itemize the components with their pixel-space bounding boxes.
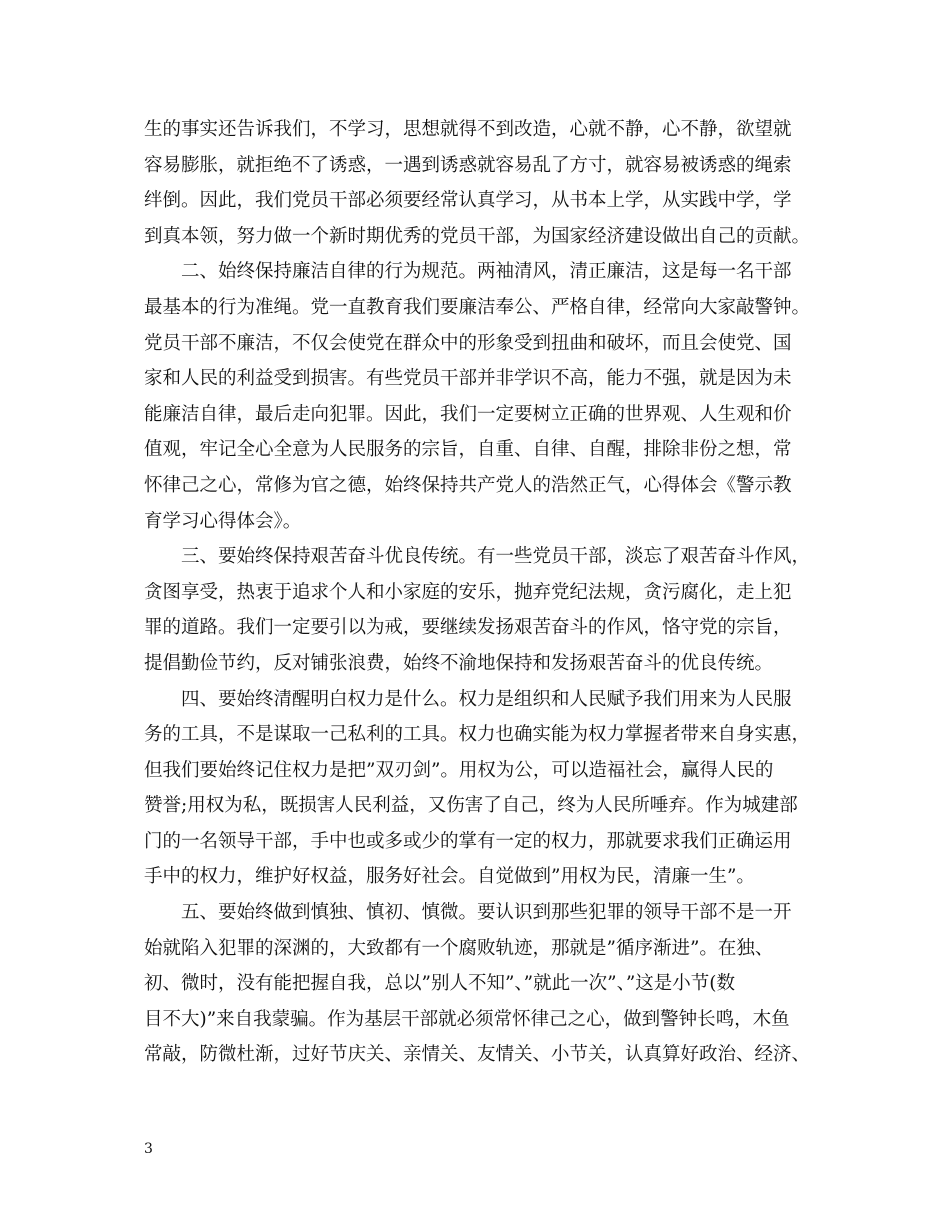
text-line: 赞誉;用权为私，既损害人民利益，又伤害了自己，终为人民所唾弃。作为城建部 xyxy=(144,795,798,817)
text-line: 罪的道路。我们一定要引以为戒，要继续发扬艰苦奋斗的作风，恪守党的宗旨， xyxy=(144,617,792,639)
text-line: 手中的权力，维护好权益，服务好社会。自觉做到”用权为民，清廉一生”。 xyxy=(144,866,755,888)
body-text xyxy=(144,112,824,1073)
text-line: 务的工具，不是谋取一己私利的工具。权力也确实能为权力掌握者带来自身实惠， xyxy=(144,724,811,746)
text-line: 但我们要始终记住权力是把”双刃剑”。用权为公，可以造福社会，赢得人民的 xyxy=(144,759,774,781)
text-line: 怀律己之心，常修为官之德，始终保持共产党人的浩然正气，心得体会《警示教 xyxy=(144,474,792,496)
text-line: 四、要始终清醒明白权力是什么。权力是组织和人民赋予我们用来为人民服 xyxy=(181,688,792,710)
text-line: 育学习心得体会》。 xyxy=(144,510,302,532)
text-line: 五、要始终做到慎独、慎初、慎微。要认识到那些犯罪的领导干部不是一开 xyxy=(181,902,792,924)
text-line: 党员干部不廉洁，不仅会使党在群众中的形象受到扭曲和破坏，而且会使党、国 xyxy=(144,332,792,354)
text-line: 家和人民的利益受到损害。有些党员干部并非学识不高，能力不强，就是因为未 xyxy=(144,368,792,390)
text-line: 始就陷入犯罪的深渊的，大致都有一个腐败轨迹，那就是”循序渐进”。在独、 xyxy=(144,937,774,959)
text-line: 能廉洁自律，最后走向犯罪。因此，我们一定要树立正确的世界观、人生观和价 xyxy=(144,403,792,425)
text-line: 值观，牢记全心全意为人民服务的宗旨，自重、自律、自醒，排除非份之想，常 xyxy=(144,439,792,461)
text-line: 生的事实还告诉我们，不学习，思想就得不到改造，心就不静，心不静，欲望就 xyxy=(144,119,792,140)
text-line: 最基本的行为准绳。党一直教育我们要廉洁奉公、严格自律，经常向大家敲警钟。 xyxy=(144,296,811,318)
text-line: 二、始终保持廉洁自律的行为规范。两袖清风，清正廉洁，这是每一名干部 xyxy=(181,261,792,283)
text-line: 提倡勤俭节约，反对铺张浪费，始终不渝地保持和发扬艰苦奋斗的优良传统。 xyxy=(144,652,774,674)
text-line: 目不大)”来自我蒙骗。作为基层干部就必须常怀律己之心，做到警钟长鸣，木鱼 xyxy=(144,1008,790,1030)
text-line: 初、微时，没有能把握自我，总以”别人不知”、”就此一次”、”这是小节(数 xyxy=(144,973,736,995)
text-line: 常敲，防微杜渐，过好节庆关、亲情关、友情关、小节关，认真算好政治、经济、 xyxy=(144,1044,811,1066)
text-line: 三、要始终保持艰苦奋斗优良传统。有一些党员干部，淡忘了艰苦奋斗作风， xyxy=(181,546,811,568)
text-line: 绊倒。因此，我们党员干部必须要经常认真学习，从书本上学，从实践中学，学 xyxy=(144,190,792,212)
text-line: 容易膨胀，就拒绝不了诱惑，一遇到诱惑就容易乱了方寸，就容易被诱惑的绳索 xyxy=(144,154,792,176)
page-number: 3 xyxy=(144,1141,153,1157)
text-line: 到真本领，努力做一个新时期优秀的党员干部，为国家经济建设做出自己的贡献。 xyxy=(144,225,811,247)
text-line: 门的一名领导干部，手中也或多或少的掌有一定的权力，那就要求我们正确运用 xyxy=(144,830,792,852)
text-line: 贪图享受，热衷于追求个人和小家庭的安乐，抛弃党纪法规，贪污腐化，走上犯 xyxy=(144,581,792,603)
